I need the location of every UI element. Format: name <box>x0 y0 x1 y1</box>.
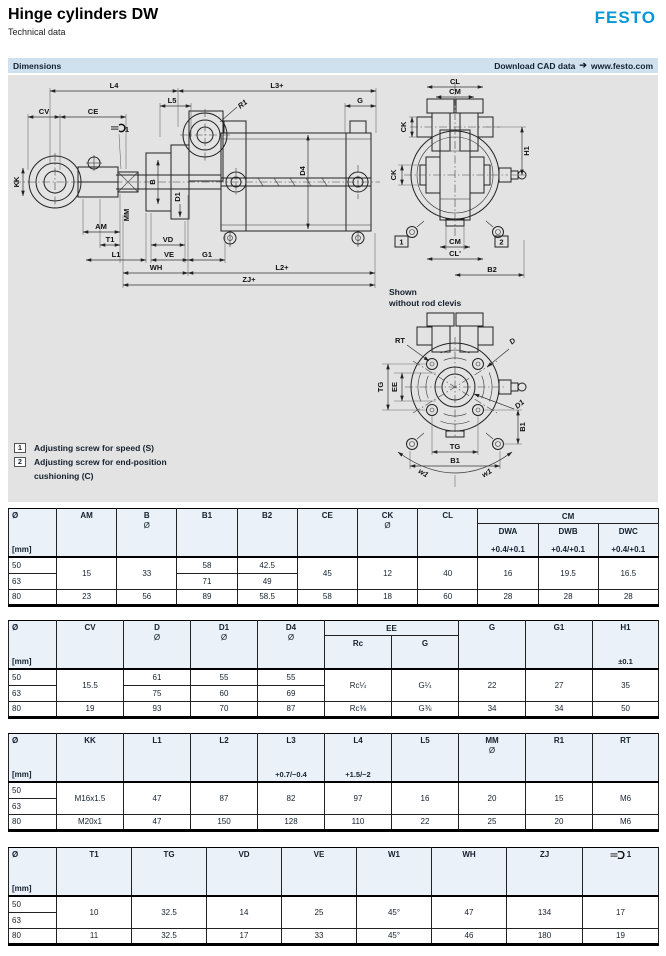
column-header-b2: B2 <box>237 509 297 558</box>
table-cell: 20 <box>459 782 526 814</box>
download-cad-link[interactable] <box>494 60 653 71</box>
table-cell: 46 <box>432 928 507 944</box>
table-cell: 150 <box>191 814 258 830</box>
dim-label-h1: H1 <box>522 146 531 156</box>
table-cell: 17 <box>583 896 659 928</box>
column-header-tg: TG <box>132 848 207 897</box>
table-cell: 10 <box>57 896 132 928</box>
page-title: Hinge cylinders DW <box>8 6 159 23</box>
dim-label-r1: R1 <box>235 97 250 111</box>
page-header <box>8 6 158 37</box>
table-cell: 63 <box>9 912 57 928</box>
festo-logo: FESTO <box>594 8 656 27</box>
dim-label-l2: L2+ <box>275 263 289 272</box>
table-cell: 40 <box>418 557 478 589</box>
table-cell: 16 <box>478 557 538 589</box>
side-view <box>12 81 380 288</box>
table-cell: 23 <box>57 589 117 605</box>
dim-label-l4: L4 <box>109 81 119 90</box>
column-group-cm: CM <box>478 509 659 524</box>
column-header-wrench-size: 1 <box>583 848 659 897</box>
table-cell: 28 <box>598 589 658 605</box>
table-cell: 15 <box>57 557 117 589</box>
column-header-g: G <box>459 621 526 670</box>
footnote-2 <box>14 457 167 467</box>
table-cell: 58 <box>297 589 357 605</box>
column-header-t1: T1 <box>57 848 132 897</box>
page-subtitle: Technical data <box>8 27 66 37</box>
dim-label-cl: CL <box>450 77 460 86</box>
table-row-80 <box>9 814 659 830</box>
table-cell: 80 <box>9 928 57 944</box>
table-cell: 20 <box>526 814 593 830</box>
column-header-dwc: DWC +0.4/+0.1 <box>598 524 658 558</box>
table-cell: 42.5 <box>237 557 297 573</box>
dim-label-l5: L5 <box>167 96 177 105</box>
table-cell: 50 <box>9 557 57 573</box>
table-cell: 33 <box>282 928 357 944</box>
column-header-r1: R1 <box>526 734 593 783</box>
dim-label-ck2: CK <box>389 169 398 181</box>
table-cell: M16x1.5 <box>57 782 124 814</box>
dim-label-am: AM <box>95 222 107 231</box>
column-header-l4: L4 +1.5/−2 <box>325 734 392 783</box>
dim-label-w1-right: w1 <box>480 466 494 480</box>
dim-label-cv: CV <box>38 107 50 116</box>
table-cell: 45° <box>357 896 432 928</box>
column-header-dwa: DWA +0.4/+0.1 <box>478 524 538 558</box>
table-cell: 71 <box>177 573 237 589</box>
table-cell: Rc¼ <box>325 669 392 701</box>
dims-table-4 <box>8 847 659 946</box>
table-cell: 56 <box>117 589 177 605</box>
table-cell: 15.5 <box>57 669 124 701</box>
dim-label-tg-bottom: TG <box>449 442 461 451</box>
table-cell: 32.5 <box>132 928 207 944</box>
table-cell: 60 <box>191 685 258 701</box>
table-cell: 14 <box>207 896 282 928</box>
column-header-ve: VE <box>282 848 357 897</box>
dim-label-b: B <box>148 179 157 185</box>
dim-label-g1: G1 <box>201 250 213 259</box>
column-header-b: B Ø <box>117 509 177 558</box>
column-header-size: Ø [mm] <box>9 848 57 897</box>
dim-label-g: G <box>357 96 363 105</box>
table-cell: 47 <box>432 896 507 928</box>
table-cell: 16.5 <box>598 557 658 589</box>
table-row-80 <box>9 928 659 944</box>
table-cell: 80 <box>9 701 57 717</box>
column-header-kk: KK <box>57 734 124 783</box>
table-cell: 97 <box>325 782 392 814</box>
table-cell: 63 <box>9 573 57 589</box>
dim-label-cm: CM <box>449 87 461 96</box>
column-header-size: Ø [mm] <box>9 509 57 558</box>
table-cell: 82 <box>258 782 325 814</box>
table-row-50 <box>9 669 659 685</box>
table-cell: 16 <box>392 782 459 814</box>
table-cell: 27 <box>526 669 593 701</box>
dim-label-w1-left: w1 <box>416 466 430 480</box>
dim-label-ck: CK <box>399 121 408 133</box>
column-header-h1: H1 ±0.1 <box>593 621 659 670</box>
column-header-b1: B1 <box>177 509 237 558</box>
footnote-1-text: Adjusting screw for speed (S) <box>34 443 154 453</box>
table-cell: 110 <box>325 814 392 830</box>
dim-label-t1: T1 <box>105 235 115 244</box>
table-cell: 58 <box>177 557 237 573</box>
dim-label-af1: 1 <box>124 125 130 134</box>
column-header-ce: CE <box>297 509 357 558</box>
table-cell: M6 <box>593 814 659 830</box>
table-cell: 60 <box>418 589 478 605</box>
table-cell: 45 <box>297 557 357 589</box>
dim-label-mm: MM <box>122 208 131 222</box>
shown-without-rod-clevis-note: Shown without rod clevis <box>389 287 462 308</box>
footnote-1 <box>14 443 167 453</box>
cad-link-url: www.festo.com <box>590 60 653 71</box>
dim-label-rt: RT <box>395 336 405 345</box>
dim-label-l1: L1 <box>111 250 121 259</box>
table-cell: 50 <box>9 782 57 798</box>
column-header-size: Ø [mm] <box>9 621 57 670</box>
dim-label-d4: D4 <box>298 166 307 176</box>
dim-label-zj: ZJ+ <box>242 275 256 284</box>
table-cell: 50 <box>9 896 57 912</box>
column-header-dwb: DWB +0.4/+0.1 <box>538 524 598 558</box>
dim-label-ee: EE <box>390 381 399 393</box>
table-cell: 25 <box>282 896 357 928</box>
table-cell: M20x1 <box>57 814 124 830</box>
dim-label-d: D <box>507 335 518 347</box>
table-cell: 58.5 <box>237 589 297 605</box>
dim-label-kk: KK <box>12 176 21 188</box>
note-ref-2: 2 <box>499 237 504 247</box>
table-cell: 70 <box>191 701 258 717</box>
dim-label-cm-bottom: CM <box>449 237 461 246</box>
table-cell: 18 <box>357 589 417 605</box>
table-cell: 55 <box>258 669 325 685</box>
table-cell: M6 <box>593 782 659 814</box>
table-cell: 33 <box>117 557 177 589</box>
table-cell: 180 <box>507 928 583 944</box>
column-header-d: D Ø <box>124 621 191 670</box>
footnote-2-text: Adjusting screw for end-position <box>34 457 167 467</box>
table-cell: 69 <box>258 685 325 701</box>
table-cell: 134 <box>507 896 583 928</box>
column-header-rc: Rc <box>325 636 392 670</box>
cad-link-text: Download CAD data <box>494 60 576 71</box>
arrow-right-icon: ➔ <box>579 60 587 70</box>
column-header-w1: W1 <box>357 848 432 897</box>
table-cell: 11 <box>57 928 132 944</box>
table-cell: G⅜ <box>392 701 459 717</box>
dims-table-1 <box>8 508 659 607</box>
end-view-top <box>389 77 531 278</box>
dim-label-b2: B2 <box>487 265 497 274</box>
table-cell: 49 <box>237 573 297 589</box>
column-header-am: AM <box>57 509 117 558</box>
wrench-flats-icon <box>111 124 125 131</box>
note-ref-1: 1 <box>399 237 404 247</box>
table-cell: 17 <box>207 928 282 944</box>
table-cell: 61 <box>124 669 191 685</box>
dims-table-2 <box>8 620 659 719</box>
dim-label-b1-right: B1 <box>518 422 527 432</box>
column-header-l1: L1 <box>124 734 191 783</box>
table-cell: 45° <box>357 928 432 944</box>
table-cell: 80 <box>9 589 57 605</box>
table-cell: G¼ <box>392 669 459 701</box>
table-row-50 <box>9 557 659 573</box>
table-cell: 22 <box>459 669 526 701</box>
column-group-ee: EE <box>325 621 459 636</box>
table-row-80 <box>9 589 659 605</box>
dim-label-ve: VE <box>163 250 175 259</box>
table-cell: 28 <box>538 589 598 605</box>
table-cell: 87 <box>258 701 325 717</box>
table-cell: 75 <box>124 685 191 701</box>
footnote-1-box: 1 <box>14 443 26 453</box>
table-cell: 80 <box>9 814 57 830</box>
table-row-50 <box>9 782 659 798</box>
footnote-2-text-continued: cushioning (C) <box>34 471 94 481</box>
column-header-l2: L2 <box>191 734 258 783</box>
column-header-cl: CL <box>418 509 478 558</box>
table-cell: 19 <box>57 701 124 717</box>
end-view-bottom <box>376 313 527 487</box>
table-cell: 15 <box>526 782 593 814</box>
dimensions-bar <box>8 58 658 73</box>
column-header-d4: D4 Ø <box>258 621 325 670</box>
dim-label-wh: WH <box>149 263 163 272</box>
table-cell: 50 <box>9 669 57 685</box>
column-header-zj: ZJ <box>507 848 583 897</box>
column-header-g1: G1 <box>526 621 593 670</box>
table-cell: 28 <box>478 589 538 605</box>
dim-label-d1-end: D1 <box>512 397 526 411</box>
table-cell: 19 <box>583 928 659 944</box>
dim-label-b1-bottom: B1 <box>450 456 460 465</box>
table-cell: 50 <box>593 701 659 717</box>
table-cell: Rc⅜ <box>325 701 392 717</box>
footnote-2-box: 2 <box>14 457 26 467</box>
dim-label-d1: D1 <box>173 192 182 202</box>
table-cell: 47 <box>124 782 191 814</box>
column-header-g-thread: G <box>392 636 459 670</box>
table-cell: 63 <box>9 798 57 814</box>
table-row-50 <box>9 896 659 912</box>
column-header-size: Ø [mm] <box>9 734 57 783</box>
column-header-l5: L5 <box>392 734 459 783</box>
table-cell: 87 <box>191 782 258 814</box>
table-cell: 55 <box>191 669 258 685</box>
table-cell: 128 <box>258 814 325 830</box>
table-cell: 89 <box>177 589 237 605</box>
footnotes <box>14 443 167 485</box>
column-header-rt: RT <box>593 734 659 783</box>
table-cell: 93 <box>124 701 191 717</box>
column-header-vd: VD <box>207 848 282 897</box>
dimensions-bar-label: Dimensions <box>13 60 62 71</box>
table-cell: 19.5 <box>538 557 598 589</box>
column-header-mm: MM Ø <box>459 734 526 783</box>
dim-label-vd: VD <box>162 235 174 244</box>
table-cell: 22 <box>392 814 459 830</box>
dim-label-l3: L3+ <box>270 81 284 90</box>
table-row-80 <box>9 701 659 717</box>
column-header-ck: CK Ø <box>357 509 417 558</box>
wrench-icon <box>610 851 625 859</box>
column-header-d1: D1 Ø <box>191 621 258 670</box>
dim-label-tg-left: TG <box>376 381 385 393</box>
table-cell: 25 <box>459 814 526 830</box>
technical-drawing <box>8 75 658 502</box>
table-cell: 34 <box>526 701 593 717</box>
column-header-l3: L3 +0.7/−0.4 <box>258 734 325 783</box>
footnote-2-continued <box>34 471 167 481</box>
drawing-panel <box>8 75 658 502</box>
dims-table-3 <box>8 733 659 832</box>
table-cell: 32.5 <box>132 896 207 928</box>
column-header-wh: WH <box>432 848 507 897</box>
dim-label-ce: CE <box>87 107 99 116</box>
table-cell: 63 <box>9 685 57 701</box>
column-header-cv: CV <box>57 621 124 670</box>
table-cell: 12 <box>357 557 417 589</box>
table-cell: 35 <box>593 669 659 701</box>
table-cell: 47 <box>124 814 191 830</box>
table-cell: 34 <box>459 701 526 717</box>
dim-label-cl-prime: CL' <box>449 249 461 258</box>
